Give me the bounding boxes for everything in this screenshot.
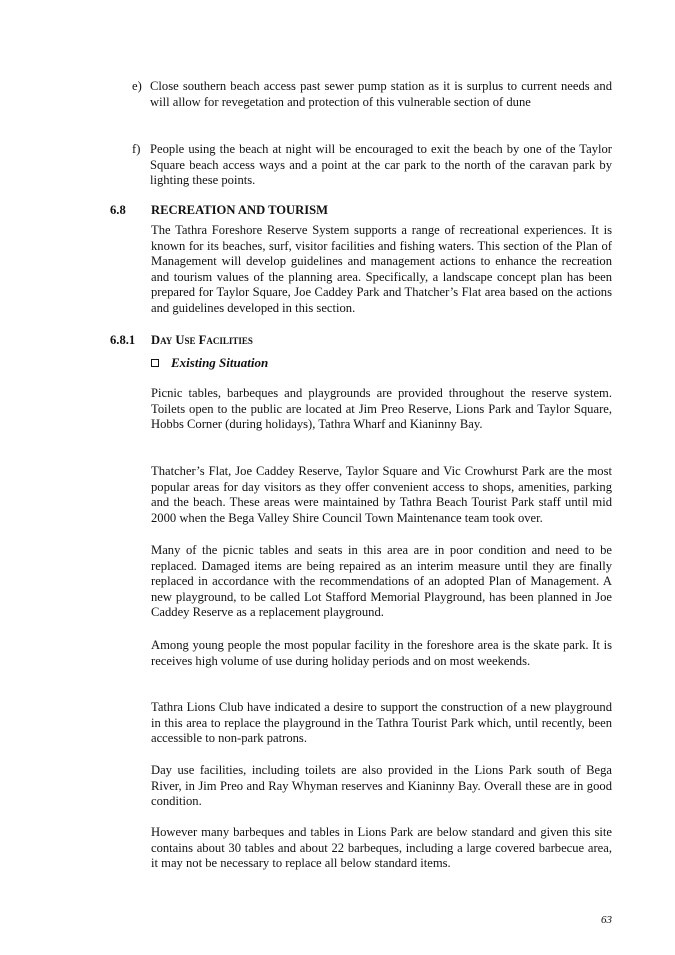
section-number: 6.8 xyxy=(110,203,126,217)
subsection-number: 6.8.1 xyxy=(110,333,136,347)
section-title: RECREATION AND TOURISM xyxy=(151,203,329,217)
list-item xyxy=(132,142,612,189)
subsection-title: Day Use Facilities xyxy=(151,333,253,347)
body-paragraph: Many of the picnic tables and seats in this area are in poor condition and need to be replaced. Damaged items are being repaired as an interim measure until they are finally replaced in accordance with the recommendations of an adopted Plan of Management. A new playground, to be called Lot Stafford Memorial Playground, has been planned in Joe Caddey Reserve as a replacement playground. xyxy=(151,543,612,620)
body-paragraph: Tathra Lions Club have indicated a desire to support the construction of a new playground in this area to replace the playground in the Tathra Tourist Park which, until recently, been accessible to non-park patrons. xyxy=(151,700,612,746)
list-item-text: Close southern beach access past sewer pump station as it is surplus to current needs and will allow for revegetation and protection of this vulnerable section of dune xyxy=(150,79,612,109)
list-marker: e) xyxy=(132,79,142,93)
existing-situation-heading xyxy=(151,355,268,371)
body-paragraph: However many barbeques and tables in Lions Park are below standard and given this site contains about 30 tables and about 22 barbeques, including a large covered barbecue area, it may not be necessary to replace all below standard items. xyxy=(151,825,612,871)
section-paragraph: The Tathra Foreshore Reserve System supports a range of recreational experiences. It is known for its beaches, surf, visitor facilities and fishing waters. This section of the Plan of Management will develop guidelines and management actions to enhance the recreation and tourism values of the planning area. Specifically, a landscape concept plan has been prepared for Taylor Square, Joe Caddey Park and Thatcher’s Flat area based on the actions and guidelines developed in this section. xyxy=(151,223,612,315)
body-paragraph: Day use facilities, including toilets are also provided in the Lions Park south of Bega River, in Jim Preo and Ray Whyman reserves and Kianinny Bay. Overall these are in good condition. xyxy=(151,763,612,809)
list-item-text: People using the beach at night will be encouraged to exit the beach by one of the Taylor Square beach access ways and a point at the car park to the north of the caravan park by lighting these points. xyxy=(150,142,612,188)
body-paragraph: Among young people the most popular facility in the foreshore area is the skate park. It is receives high volume of use during holiday periods and on most weekends. xyxy=(151,638,612,668)
square-bullet-icon xyxy=(151,359,159,367)
body-paragraph: Picnic tables, barbeques and playgrounds are provided throughout the reserve system. Toilets open to the public are located at Jim Preo Reserve, Lions Park and Taylor Square, Hobbs Corner (during holidays), Tathra Wharf and Kianinny Bay. xyxy=(151,386,612,432)
list-marker: f) xyxy=(132,142,141,156)
page-number: 63 xyxy=(601,914,612,926)
subheading-text: Existing Situation xyxy=(171,355,269,370)
body-paragraph: Thatcher’s Flat, Joe Caddey Reserve, Taylor Square and Vic Crowhurst Park are the most popular areas for day visitors as they offer convenient access to shops, amenities, parking and the beach. These areas were maintained by Tathra Beach Tourist Park staff until mid 2000 when the Bega Valley Shire Council Town Maintenance team took over. xyxy=(151,464,612,525)
list-item xyxy=(132,79,612,110)
